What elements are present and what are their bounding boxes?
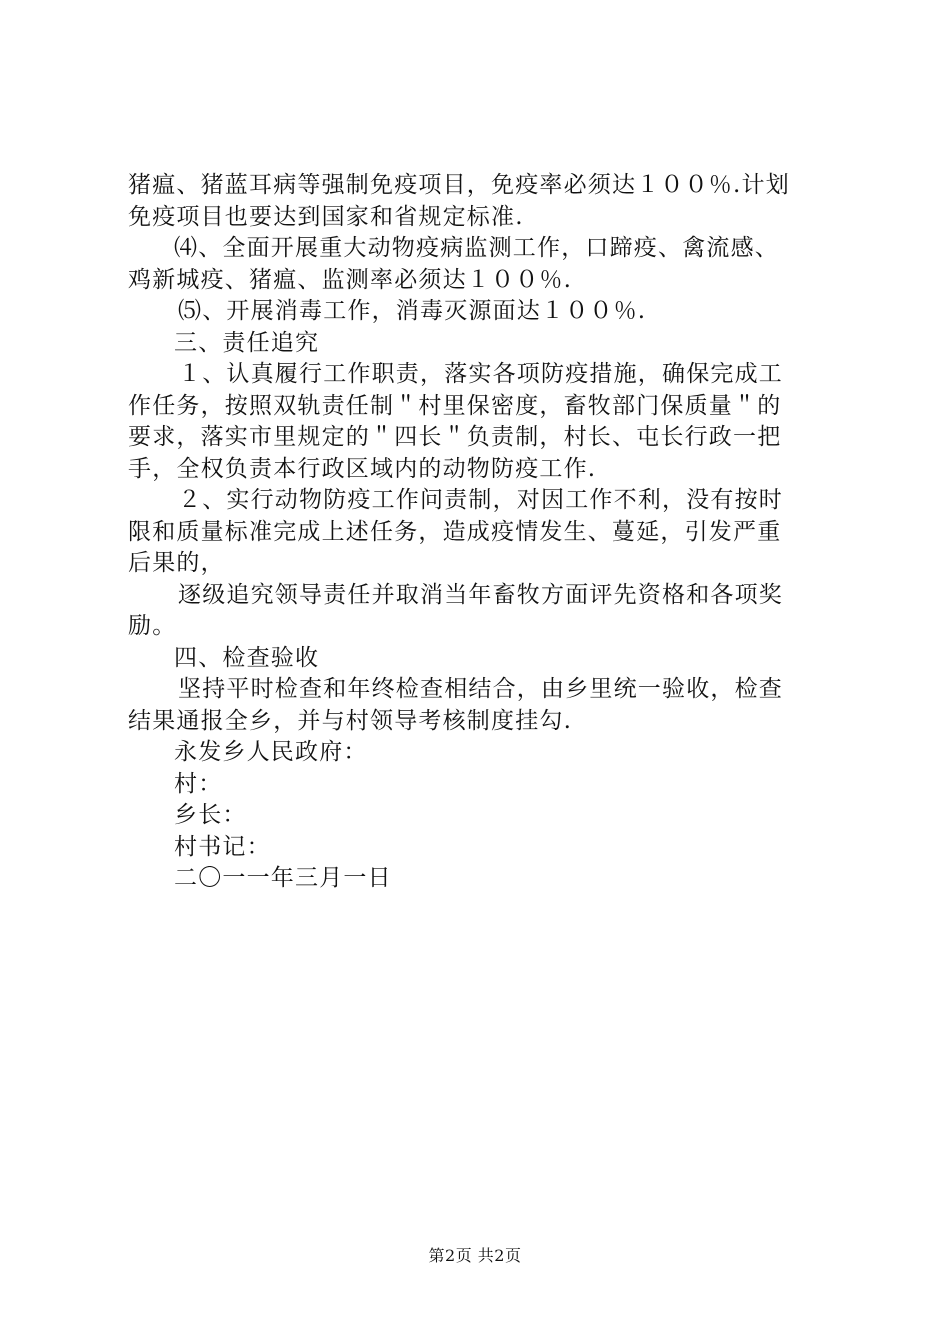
text-line: 要求，落实市里规定的＂四长＂负责制，村长、屯长行政一把 — [128, 424, 782, 450]
text-line: １、认真履行工作职责，落实各项防疫措施，确保完成工 — [178, 361, 783, 387]
paragraph — [128, 580, 832, 643]
text-line: 鸡新城疫、猪瘟、监测率必须达１００％. — [128, 266, 573, 293]
text-line: 二〇一一年三月一日 — [174, 865, 392, 891]
text-line: 逐级追究领导责任并取消当年畜牧方面评先资格和各项奖 — [178, 581, 783, 608]
text-line: 村书记： — [174, 833, 271, 860]
paragraph — [128, 359, 832, 485]
text-line: ２、实行动物防疫工作问责制，对因工作不利，没有按时 — [178, 487, 783, 513]
paragraph — [128, 800, 832, 832]
text-line: ⑸、开展消毒工作，消毒灭源面达１００％. — [178, 298, 647, 324]
text-line: 永发乡人民政府： — [174, 739, 368, 765]
paragraph — [128, 863, 832, 895]
text-line: 坚持平时检查和年终检查相结合，由乡里统一验收，检查 — [178, 676, 783, 702]
document-body — [128, 170, 832, 895]
paragraph — [128, 170, 832, 233]
text-line: 三、责任追究 — [174, 329, 320, 356]
paragraph — [128, 737, 832, 769]
paragraph — [128, 643, 832, 675]
text-line: 猪瘟、猪蓝耳病等强制免疫项目，免疫率必须达１００％.计划 — [128, 172, 790, 198]
text-line: 限和质量标准完成上述任务，造成疫情发生、蔓延，引发严重 — [128, 518, 782, 545]
text-line: 后果的， — [128, 550, 225, 576]
text-line: 手，全权负责本行政区域内的动物防疫工作. — [128, 455, 597, 482]
text-line: ⑷、全面开展重大动物疫病监测工作，口蹄疫、禽流感、 — [174, 235, 779, 261]
text-line: 村： — [174, 770, 223, 797]
paragraph — [128, 769, 832, 801]
paragraph — [128, 674, 832, 737]
paragraph — [128, 832, 832, 864]
text-line: 励。 — [128, 613, 177, 639]
text-line: 四、检查验收 — [174, 644, 320, 671]
paragraph — [128, 296, 832, 328]
paragraph — [128, 233, 832, 296]
text-line: 结果通报全乡，并与村领导考核制度挂勾. — [128, 707, 573, 734]
text-line: 乡长： — [174, 802, 247, 828]
paragraph — [128, 485, 832, 580]
text-line: 免疫项目也要达到国家和省规定标准. — [128, 203, 524, 230]
page-footer: 第2页 共2页 — [428, 1246, 522, 1265]
paragraph — [128, 328, 832, 360]
text-line: 作任务，按照双轨责任制＂村里保密度，畜牧部门保质量＂的 — [128, 392, 782, 419]
